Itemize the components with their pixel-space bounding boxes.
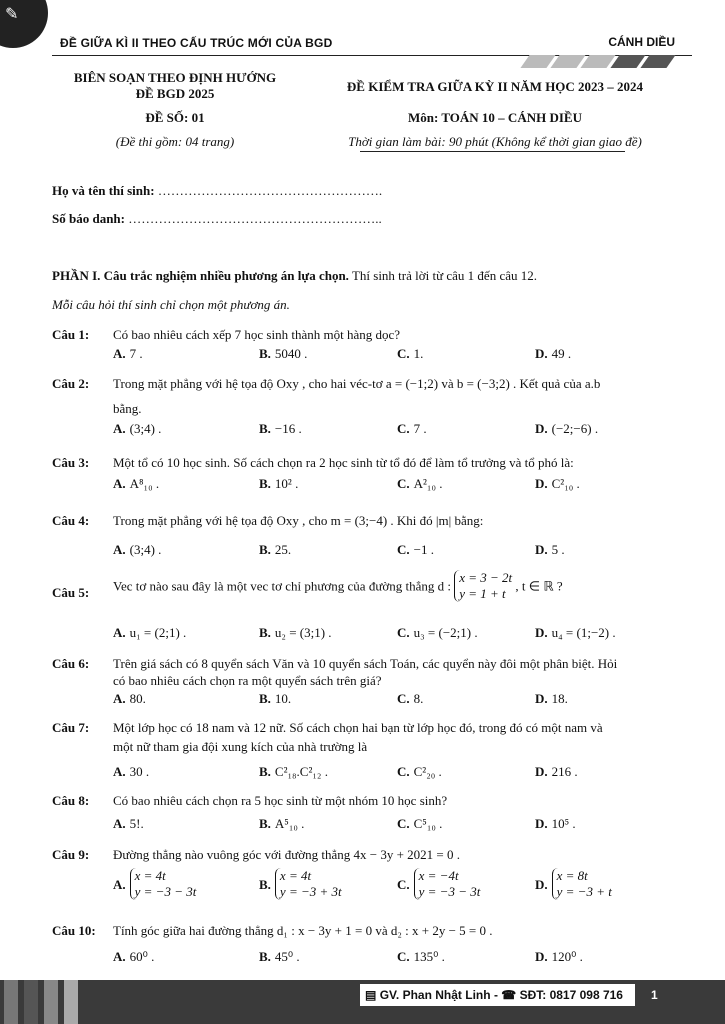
- option-c[interactable]: C. u₃ = (−2;1) .: [397, 625, 478, 640]
- line-system: x = 3 − 2t y = 1 + t: [454, 570, 512, 602]
- option-a[interactable]: A.x = 4t y = −3 − 3t: [113, 868, 197, 899]
- student-name-field[interactable]: …………………………………………….: [157, 183, 383, 198]
- option-c[interactable]: C.x = −4t y = −3 − 3t: [397, 868, 481, 899]
- section-note: Mỗi câu hỏi thí sinh chỉ chọn một phương án.: [52, 297, 290, 312]
- option-c[interactable]: C. 135⁰ .: [397, 949, 445, 964]
- question-label: Câu 9:: [52, 847, 90, 862]
- option-d[interactable]: D. 216 .: [535, 764, 578, 779]
- option-a[interactable]: A. 5!.: [113, 816, 144, 831]
- page-number: 1: [651, 988, 658, 1002]
- footer-separator: -: [493, 988, 498, 1002]
- header-stripes: [495, 55, 695, 68]
- phone-number: SĐT: 0817 098 716: [519, 988, 623, 1002]
- phone-icon: ☎: [501, 988, 517, 1002]
- option-a[interactable]: A. 60⁰ .: [113, 949, 155, 964]
- document-icon: ▤: [365, 988, 377, 1002]
- options: [113, 948, 673, 966]
- brand-icon: ✎: [5, 4, 19, 23]
- options: [113, 345, 673, 363]
- option-d[interactable]: D. (−2;−6) .: [535, 421, 599, 436]
- question-text: Đường thẳng nào vuông góc với đường thẳng 4x − 3y + 2021 = 0 .: [113, 847, 461, 862]
- subject: Môn: TOÁN 10 – CÁNH DIỀU: [408, 110, 582, 125]
- options: [113, 624, 673, 642]
- section-heading: [52, 268, 537, 284]
- student-id-label: Số báo danh:: [52, 211, 125, 226]
- option-a[interactable]: A. u₁ = (2;1) .: [113, 625, 187, 640]
- option-d[interactable]: D. 120⁰ .: [535, 949, 583, 964]
- exam-number: ĐỀ SỐ: 01: [145, 110, 205, 125]
- question-label: Câu 6:: [52, 656, 90, 671]
- question-text: Tính góc giữa hai đường thẳng d₁ : x − 3y + 1 = 0 và d₂ : x + 2y − 5 = 0 .: [113, 923, 493, 938]
- option-b[interactable]: B. A⁵₁₀ .: [259, 816, 305, 831]
- option-d[interactable]: D. 49 .: [535, 346, 572, 361]
- option-d[interactable]: D. 18.: [535, 691, 568, 706]
- option-d[interactable]: D.x = 8t y = −3 + t: [535, 868, 612, 899]
- question-label: Câu 10:: [52, 923, 96, 938]
- question-text-cont: có bao nhiêu cách chọn ra một quyển sách trên giá?: [113, 673, 382, 688]
- question-text: Có bao nhiêu cách xếp 7 học sinh thành một hàng dọc?: [113, 327, 401, 342]
- option-c[interactable]: C. 8.: [397, 691, 424, 706]
- options: [113, 815, 673, 833]
- student-id-field[interactable]: …………………………………………………..: [128, 211, 382, 226]
- option-b[interactable]: B. 45⁰ .: [259, 949, 300, 964]
- option-a[interactable]: A. 7 .: [113, 346, 143, 361]
- question-5: [52, 570, 672, 650]
- question-text: Trên giá sách có 8 quyển sách Văn và 10 quyển sách Toán, các quyển này đôi một phân biệt. Hỏi: [113, 656, 618, 671]
- question-text: Trong mặt phẳng với hệ tọa độ Oxy , cho hai véc-tơ a = (−1;2) và b = (−3;2) . Kết quả của a.b: [113, 376, 601, 391]
- option-b[interactable]: B. 5040 .: [259, 346, 308, 361]
- option-c[interactable]: C. −1 .: [397, 542, 434, 557]
- option-c[interactable]: C. 7 .: [397, 421, 427, 436]
- question-label: Câu 1:: [52, 327, 90, 342]
- section-instruction: Thí sinh trả lời từ câu 1 đến câu 12.: [351, 268, 537, 283]
- exam-source: [55, 70, 295, 102]
- source-line-2: ĐỀ BGD 2025: [135, 86, 215, 101]
- question-label: Câu 5:: [52, 585, 90, 600]
- options: [113, 420, 673, 438]
- footer-info: [365, 988, 623, 1002]
- option-a[interactable]: A. 30 .: [113, 764, 150, 779]
- duration: Thời gian làm bài: 90 phút (Không kể thời gian giao đề): [348, 134, 642, 149]
- option-b[interactable]: B.x = 4t y = −3 + 3t: [259, 868, 342, 899]
- question-label: Câu 2:: [52, 376, 90, 391]
- question-text: Có bao nhiêu cách chọn ra 5 học sinh từ một nhóm 10 học sinh?: [113, 793, 448, 808]
- option-b[interactable]: B. 10.: [259, 691, 292, 706]
- option-b[interactable]: B. u₂ = (3;1) .: [259, 625, 332, 640]
- options: [113, 868, 673, 906]
- question-label: Câu 4:: [52, 513, 90, 528]
- options: [113, 690, 673, 708]
- option-c[interactable]: C. C²₂₀ .: [397, 764, 442, 779]
- question-label: Câu 3:: [52, 455, 90, 470]
- option-c[interactable]: C. A²₁₀ .: [397, 476, 443, 491]
- options: [113, 763, 673, 781]
- logo: [0, 0, 48, 48]
- option-b[interactable]: B. −16 .: [259, 421, 302, 436]
- section-title: PHẦN I. Câu trắc nghiệm nhiều phương án lựa chọn.: [52, 268, 349, 283]
- option-a[interactable]: A. (3;4) .: [113, 542, 162, 557]
- option-d[interactable]: D. u₄ = (1;−2) .: [535, 625, 616, 640]
- options: [113, 475, 673, 493]
- option-a[interactable]: A. A⁸₁₀ .: [113, 476, 160, 491]
- question-9: [52, 846, 672, 908]
- duration-underline: [360, 151, 625, 152]
- question-text-cont: một nữ tham gia đội xung kích của nhà trường là: [113, 739, 368, 754]
- options: [113, 541, 673, 559]
- question-text: Một tổ có 10 học sinh. Số cách chọn ra 2 học sinh từ tổ đó để làm tổ trưởng và tổ phó là:: [113, 455, 574, 470]
- option-c[interactable]: C. 1.: [397, 346, 424, 361]
- question-text-cont: bằng.: [113, 401, 142, 416]
- student-name-label: Họ và tên thí sinh:: [52, 183, 155, 198]
- option-b[interactable]: B. C²₁₈.C²₁₂ .: [259, 764, 328, 779]
- question-text: Một lớp học có 18 nam và 12 nữ. Số cách chọn hai bạn từ lớp học đó, trong đó có một nam và: [113, 720, 603, 735]
- source-line-1: BIÊN SOẠN THEO ĐỊNH HƯỚNG: [73, 70, 277, 85]
- option-d[interactable]: D. 10⁵ .: [535, 816, 576, 831]
- question-text: Vec tơ nào sau đây là một vec tơ chỉ phương của đường thẳng d : x = 3 − 2t y = 1 + t , t ∈ ℝ ?: [113, 570, 563, 601]
- option-d[interactable]: D. C²₁₀ .: [535, 476, 580, 491]
- author-name: GV. Phan Nhật Linh: [379, 988, 491, 1002]
- header-title: ĐỀ GIỮA KÌ II THEO CẤU TRÚC MỚI CỦA BGD: [60, 36, 333, 50]
- header-series: CÁNH DIỀU: [608, 35, 675, 49]
- option-b[interactable]: B. 25.: [259, 542, 292, 557]
- option-a[interactable]: A. 80.: [113, 691, 146, 706]
- exam-title: ĐỀ KIỂM TRA GIỮA KỲ II NĂM HỌC 2023 – 2024: [346, 79, 644, 94]
- option-b[interactable]: B. 10² .: [259, 476, 299, 491]
- question-label: Câu 8:: [52, 793, 90, 808]
- student-id-row: [52, 211, 382, 227]
- question-label: Câu 7:: [52, 720, 90, 735]
- student-name-row: [52, 183, 382, 199]
- option-c[interactable]: C. C⁵₁₀ .: [397, 816, 443, 831]
- question-text: Trong mặt phẳng với hệ tọa độ Oxy , cho m = (3;−4) . Khi đó |m| bằng:: [113, 513, 484, 528]
- option-d[interactable]: D. 5 .: [535, 542, 565, 557]
- page-count: (Đề thi gồm: 04 trang): [115, 134, 235, 149]
- option-a[interactable]: A. (3;4) .: [113, 421, 162, 436]
